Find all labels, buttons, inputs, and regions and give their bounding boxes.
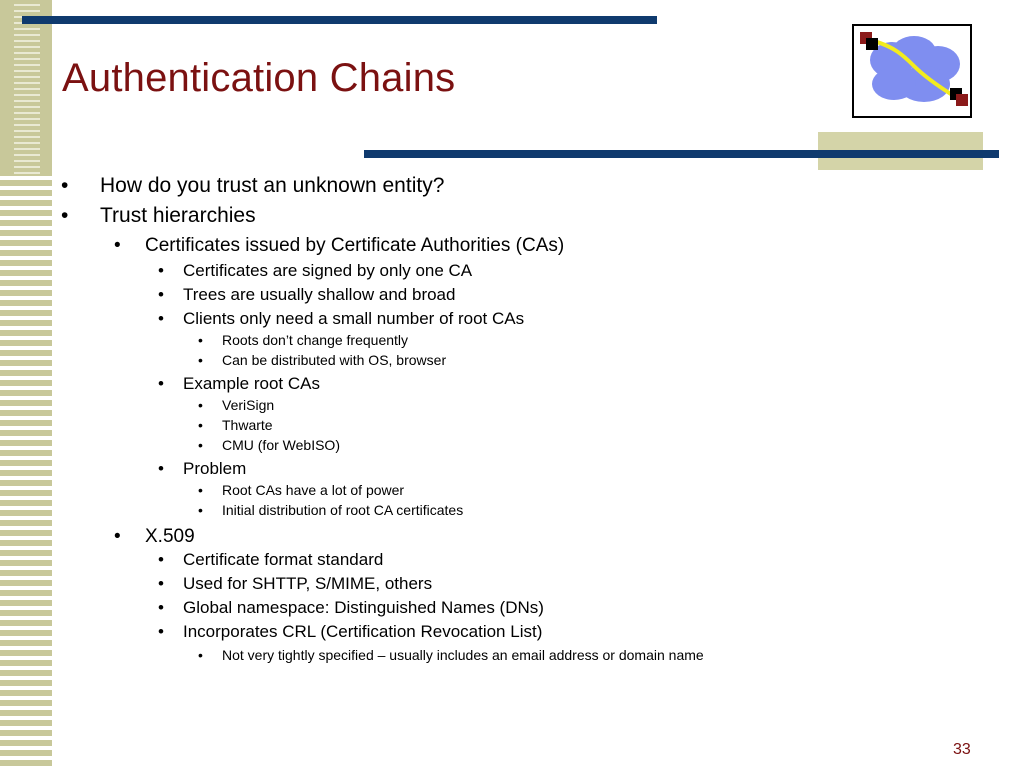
bullet-text: Certificates issued by Certificate Authorities (CAs) <box>145 235 565 256</box>
bullet-marker: • <box>158 459 164 478</box>
bullet-text: Certificate format standard <box>183 550 384 569</box>
bullet-text: Initial distribution of root CA certificates <box>222 502 464 518</box>
bullet-text: Problem <box>183 459 247 478</box>
bullet-text: Example root CAs <box>183 374 320 393</box>
bullet-text: Thwarte <box>222 417 273 433</box>
bullet-marker: • <box>158 574 164 593</box>
bullet-text: Used for SHTTP, S/MIME, others <box>183 574 433 593</box>
bullet-text: Roots don’t change frequently <box>222 332 409 348</box>
bullet-marker: • <box>198 352 203 368</box>
bullet-marker: • <box>198 647 203 663</box>
bullet-text: Certificates are signed by only one CA <box>183 261 473 280</box>
bullet-marker: • <box>198 482 203 498</box>
bullet-text: Trees are usually shallow and broad <box>183 285 456 304</box>
slide-title: Authentication Chains <box>62 56 456 100</box>
bullet-marker: • <box>198 502 203 518</box>
bullet-marker: • <box>158 598 164 617</box>
bullet-marker: • <box>114 526 121 547</box>
bullet-text: VeriSign <box>222 397 275 413</box>
bullet-marker: • <box>61 174 69 197</box>
bullet-marker: • <box>198 437 203 453</box>
bullet-marker: • <box>61 204 69 227</box>
bullet-text: CMU (for WebISO) <box>222 437 340 453</box>
bullet-text: Incorporates CRL (Certification Revocation List) <box>183 622 543 641</box>
bullet-text: Not very tightly specified – usually includes an email address or domain name <box>222 647 704 663</box>
bullet-marker: • <box>198 417 203 433</box>
bullet-marker: • <box>158 622 164 641</box>
bullet-marker: • <box>158 285 164 304</box>
bullet-marker: • <box>198 332 203 348</box>
bullet-text: Root CAs have a lot of power <box>222 482 405 498</box>
bullet-text: Trust hierarchies <box>100 204 256 227</box>
bullet-marker: • <box>114 235 121 256</box>
bullet-text: Global namespace: Distinguished Names (DNs) <box>183 598 544 617</box>
bullet-text: How do you trust an unknown entity? <box>100 174 445 197</box>
bullet-text: Clients only need a small number of root CAs <box>183 309 525 328</box>
bullet-marker: • <box>158 309 164 328</box>
bullet-text: Can be distributed with OS, browser <box>222 352 447 368</box>
bullet-text: X.509 <box>145 526 195 547</box>
bullet-marker: • <box>158 261 164 280</box>
bullet-marker: • <box>158 550 164 569</box>
bullet-marker: • <box>158 374 164 393</box>
page-number: 33 <box>953 741 971 758</box>
bullet-marker: • <box>198 397 203 413</box>
